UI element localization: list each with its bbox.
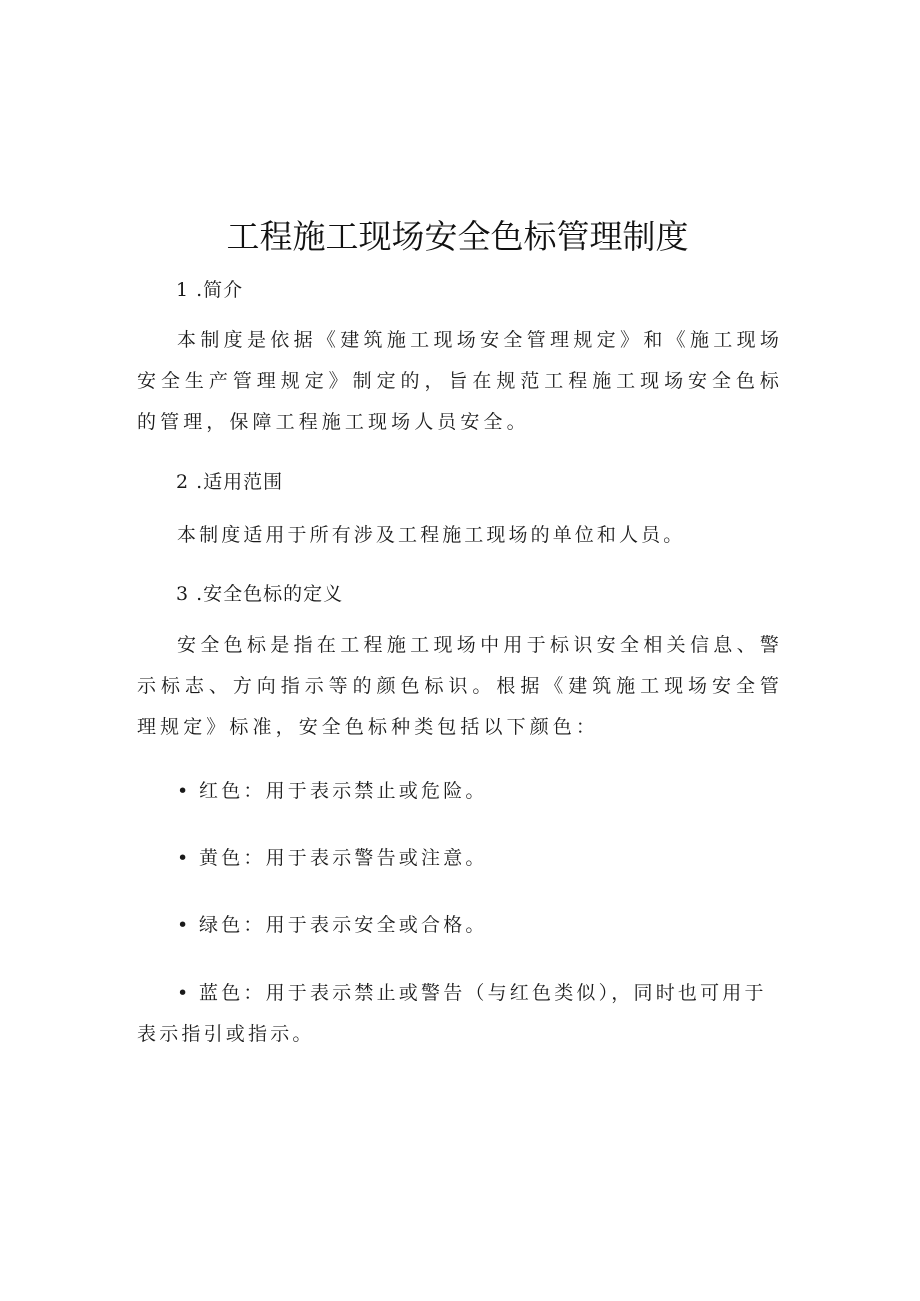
section-2-body: 本制度适用于所有涉及工程施工现场的单位和人员。: [177, 524, 686, 546]
bullet-text: 黄色：用于表示警告或注意。: [199, 847, 488, 869]
section-1-heading: 1 .简介: [176, 279, 244, 301]
bullet-text: 绿色：用于表示安全或合格。: [199, 914, 488, 936]
bullet-marker: •: [177, 982, 189, 1004]
bullet-item-blue: [137, 973, 787, 1055]
section-1-body: 本制度是依据《建筑施工现场安全管理规定》和《施工现场安全生产管理规定》制定的，旨在规范工程施工现场安全色标的管理，保障工程施工现场人员安全。: [137, 329, 783, 433]
section-3-body: 安全色标是指在工程施工现场中用于标识安全相关信息、警示标志、方向指示等的颜色标识。根据《建筑施工现场安全管理规定》标准，安全色标种类包括以下颜色：: [137, 634, 783, 738]
bullet-text: 蓝色：用于表示禁止或警告（与红色类似），同时也可用于表示指引或指示。: [137, 982, 767, 1045]
bullet-item-yellow: [137, 838, 787, 879]
document-title: 工程施工现场安全色标管理制度: [226, 217, 689, 256]
bullet-marker: •: [177, 780, 189, 802]
bullet-marker: •: [177, 847, 189, 869]
bullet-marker: •: [177, 914, 189, 936]
section-2-heading: 2 .适用范围: [176, 471, 284, 493]
bullet-text: 红色：用于表示禁止或危险。: [199, 780, 488, 802]
bullet-item-green: [137, 905, 787, 946]
section-3-heading: 3 .安全色标的定义: [176, 583, 344, 605]
bullet-item-red: [137, 771, 787, 812]
